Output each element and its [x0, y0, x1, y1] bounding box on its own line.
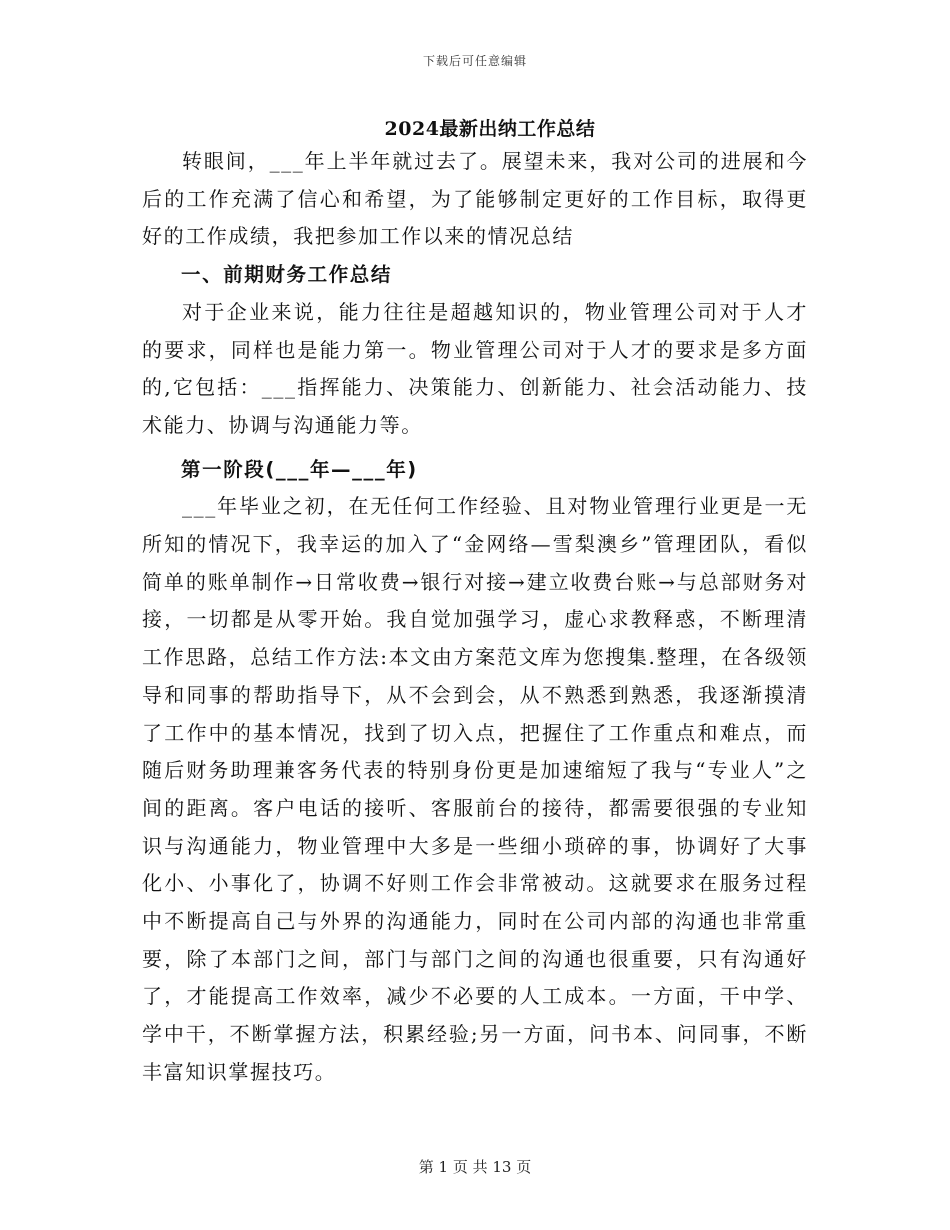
download-note: 下载后可任意编辑 [422, 54, 527, 68]
section-1-paragraph: 对于企业来说，能力往往是超越知识的，物业管理公司对于人才的要求，同样也是能力第一。物业管理公司对于人才的要求是多方面的,它包括：___指挥能力、决策能力、创新能力、社会活动能力、技术能力、协调与沟通能力等。 [142, 299, 808, 437]
intro-paragraph: 转眼间，___年上半年就过去了。展望未来，我对公司的进展和今后的工作充满了信心和希望，为了能够制定更好的工作目标，取得更好的工作成绩，我把参加工作以来的情况总结 [142, 149, 808, 249]
document-title: 2024最新出纳工作总结 [384, 118, 596, 140]
stage-1-paragraph: ___年毕业之初，在无任何工作经验、且对物业管理行业更是一无所知的情况下，我幸运的加入了“金网络—雪梨澳乡”管理团队，看似简单的账单制作→日常收费→银行对接→建立收费台账→与总部财务对接，一切都是从零开始。我自觉加强学习，虚心求教释惑，不断理清工作思路，总结工作方法:本文由方案范文库为您搜集.整理，在各级领导和同事的帮助指导下，从不会到会，从不熟悉到熟悉，我逐渐摸清了工作中的基本情况，找到了切入点，把握住了工作重点和难点，而随后财务助理兼客务代表的特别身份更是加速缩短了我与“专业人”之间的距离。客户电话的接听、客服前台的接待，都需要很强的专业知识与沟通能力，物业管理中大多是一些细小琐碎的事，协调好了大事化小、小事化了，协调不好则工作会非常被动。这就要求在服务过程中不断提高自己与外界的沟通能力，同时在公司内部的沟通也非常重要，除了本部门之间，部门与部门之间的沟通也很重要，只有沟通好了，才能提高工作效率，减少不必要的人工成本。一方面，干中学、学中干，不断掌握方法，积累经验;另一方面，问书本、问同事，不断丰富知识掌握技巧。 [142, 494, 808, 1084]
document-body [142, 143, 808, 1092]
stage-heading-1: 第一阶段(___年—___年) [181, 457, 418, 481]
section-heading-1: 一、前期财务工作总结 [181, 263, 393, 287]
page-number: 第 1 页 共 13 页 [418, 1158, 532, 1176]
